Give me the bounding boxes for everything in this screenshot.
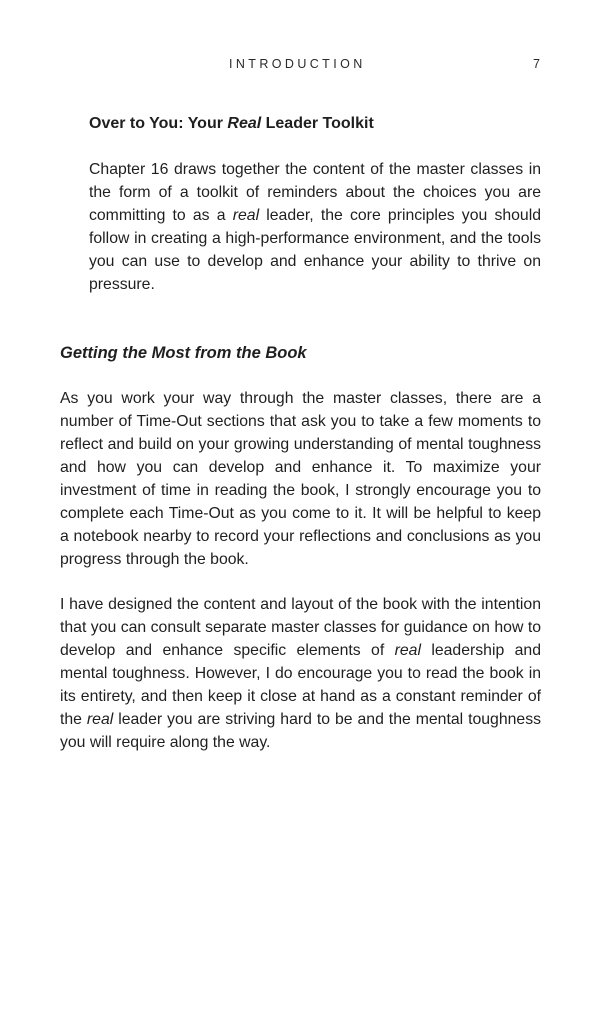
page-number: 7 [533,57,540,71]
toolkit-para-emphasis: real [232,207,260,224]
para2-text-a: I have designed the content and layout of the book with the intention that you can consult separate master classes for guidance on how to develop and enhance specific elements of [60,596,541,659]
toolkit-para-text-end: leader, the core principles you should follow in creating a high-performance environment, and the tools you can use to develop and enhance your ability to thrive on pressure. [89,207,542,293]
toolkit-heading-text-end: Leader Toolkit [261,115,374,132]
para2-emphasis-2: real [86,711,114,728]
toolkit-paragraph [89,158,541,296]
getting-most-paragraph-1: As you work your way through the master classes, there are a number of Time-Out sections that ask you to take a few moments to reflect and build on your growing understanding of mental toughness and how you can develop and enhance it. To maximize your investment of time in reading the book, I strongly encourage you to complete each Time-Out as you come to it. It will be helpful to keep a notebook nearby to record your reflections and conclusions as you progress through the book. [60,390,541,568]
getting-most-paragraph-2 [60,593,541,754]
para2-text-b: leadership and mental toughness. However, I do encourage you to read the book in its entirety, and then keep it close at hand as a constant reminder of the [60,642,541,728]
toolkit-para-text-start: Chapter 16 draws together the content of the master classes in the form of a toolkit of reminders about the choices you are committing to as a [89,161,541,224]
getting-most-section [60,342,541,754]
toolkit-section [89,114,541,296]
para2-text-c: leader you are striving hard to be and the mental toughness you will require along the way. [60,711,541,751]
toolkit-heading-text-start: Over to You: Your [89,115,228,132]
toolkit-heading-emphasis: Real [227,115,262,132]
toolkit-heading [89,114,541,134]
running-title: INTRODUCTION [229,57,366,71]
getting-most-heading: Getting the Most from the Book [60,344,307,362]
para2-emphasis-1: real [394,642,421,659]
